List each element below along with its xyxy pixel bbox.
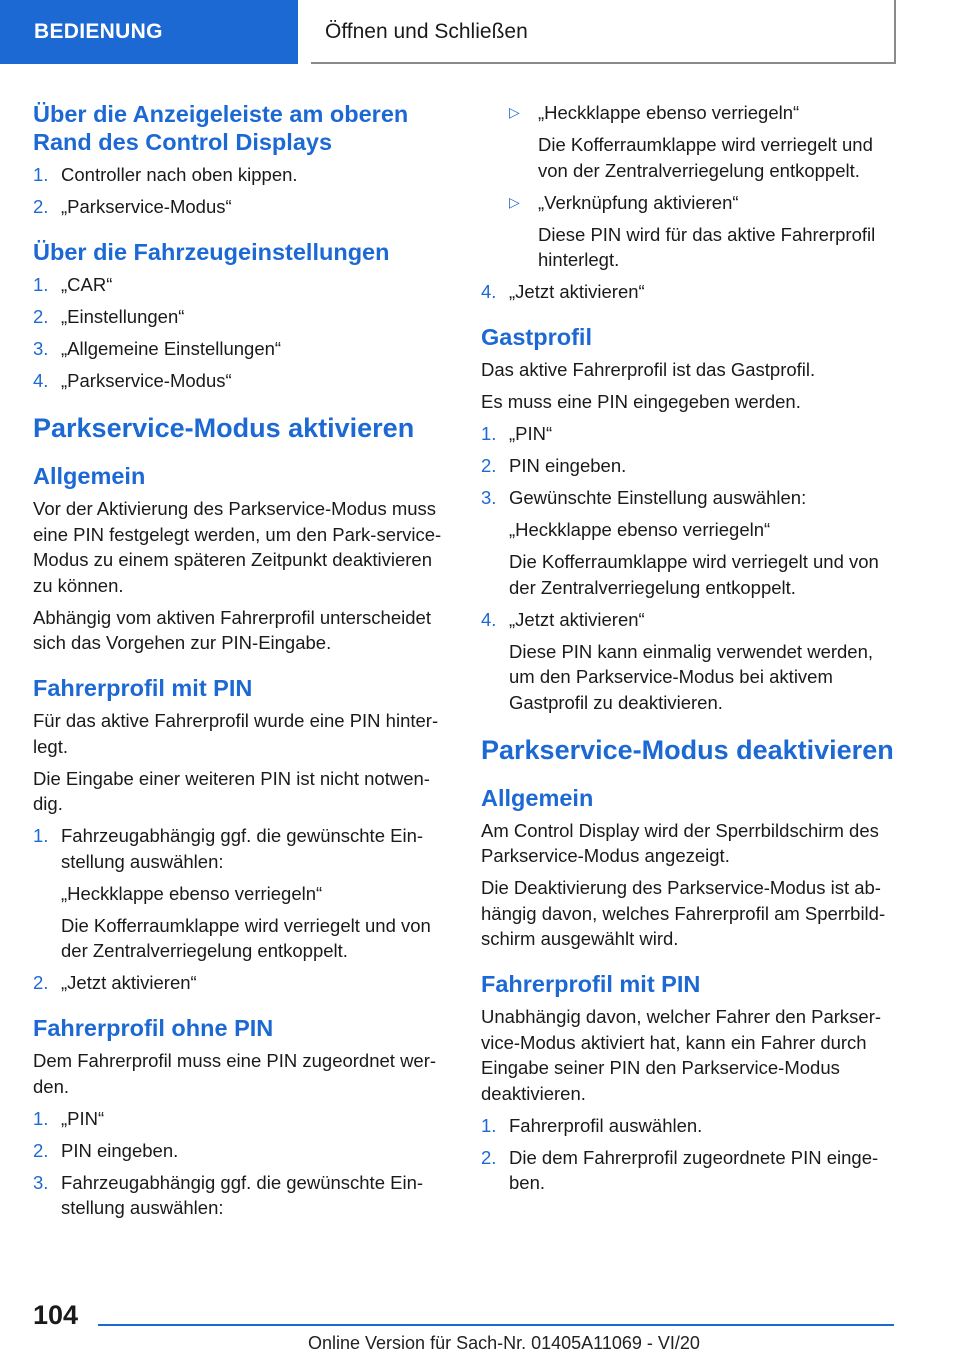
heading-parkservice-deaktivieren: Parkservice-Modus deaktivieren	[481, 734, 894, 765]
list-item: 1. Fahrerprofil auswählen.	[481, 1114, 703, 1136]
paragraph: Die Deaktivierung des Parkservice-Modus ist ab-hängig davon, welches Fahrerprofil am Sperrbild-schirm ausgewählt wird.	[481, 877, 886, 949]
list-item: 1. Controller nach oben kippen.	[33, 164, 298, 185]
triangle-bullet-icon: ▷	[509, 104, 520, 120]
footer-text: Online Version für Sach-Nr. 01405A11069 - VI/20	[308, 1333, 700, 1353]
chapter-title: Öffnen und Schließen	[311, 0, 896, 64]
heading-fahrzeugeinstellungen: Über die Fahrzeugeinstellungen	[33, 239, 390, 265]
footer-divider	[98, 1324, 894, 1326]
list-item: 1. „CAR“	[33, 274, 113, 295]
heading-gastprofil: Gastprofil	[481, 324, 592, 350]
list-item: 2. „Parkservice-Modus“	[33, 196, 232, 217]
heading-parkservice-aktivieren: Parkservice-Modus aktivieren	[33, 413, 415, 443]
heading-fahrerprofil-ohne-pin: Fahrerprofil ohne PIN	[33, 1015, 274, 1041]
page-number: 104	[33, 1300, 79, 1330]
paragraph: Am Control Display wird der Sperrbildschirm des Parkservice-Modus angezeigt.	[481, 819, 879, 866]
option-item: ▷ „Heckklappe ebenso verriegeln“	[481, 100, 899, 126]
list-item: 1. Fahrzeugabhängig ggf. die gewünschte Ein-stellung auswählen:	[33, 825, 424, 872]
paragraph: Das aktive Fahrerprofil ist das Gastprofil.	[481, 359, 816, 380]
list-item: 4. „Jetzt aktivieren“	[481, 281, 645, 302]
list-subitem: „Heckklappe ebenso verriegeln“	[509, 519, 771, 540]
list-subitem: „Heckklappe ebenso verriegeln“	[61, 882, 323, 904]
paragraph: Vor der Aktivierung des Parkservice-Modus muss eine PIN festgelegt werden, um den Park-service-Modus zu einem späteren Zeitpunkt deaktivieren zu können.	[33, 498, 442, 596]
option-description: Diese PIN wird für das aktive Fahrerprofil hinterlegt.	[538, 223, 876, 270]
list-item: 2. „Einstellungen“	[33, 306, 185, 327]
left-column	[33, 100, 451, 1227]
paragraph: Unabhängig davon, welcher Fahrer den Parkser-vice-Modus aktiviert hat, kann ein Fahrer durch Eingabe seiner PIN den Parkservice-Modus deaktivieren.	[481, 1006, 882, 1104]
heading-fahrerprofil-mit-pin: Fahrerprofil mit PIN	[33, 675, 253, 701]
paragraph: Es muss eine PIN eingegeben werden.	[481, 391, 801, 412]
option-description: Die Kofferraumklappe wird verriegelt und von der Zentralverriegelung entkoppelt.	[538, 134, 873, 181]
paragraph: Abhängig vom aktiven Fahrerprofil unterscheidet sich das Vorgehen zur PIN-Eingabe.	[33, 606, 431, 653]
list-item: 3. „Allgemeine Einstellungen“	[33, 338, 282, 359]
paragraph: Für das aktive Fahrerprofil wurde eine PIN hinter-legt.	[33, 710, 439, 757]
list-item: 3. Gewünschte Einstellung auswählen:	[481, 487, 807, 508]
heading-anzeigeleiste: Über die Anzeigeleiste am oberen Rand des Control Displays	[33, 101, 409, 155]
heading-fahrerprofil-mit-pin: Fahrerprofil mit PIN	[481, 971, 701, 997]
paragraph: Die Eingabe einer weiteren PIN ist nicht notwen-dig.	[33, 767, 430, 814]
list-subitem: Diese PIN kann einmalig verwendet werden, um den Parkservice-Modus bei aktivem Gastprofil zu deaktivieren.	[509, 640, 874, 713]
right-column	[481, 100, 899, 1202]
list-item: 2. „Jetzt aktivieren“	[33, 972, 197, 993]
paragraph: Dem Fahrerprofil muss eine PIN zugeordnet wer-den.	[33, 1050, 437, 1097]
heading-allgemein: Allgemein	[33, 463, 146, 489]
list-item: 4. „Jetzt aktivieren“	[481, 608, 645, 630]
list-item: 4. „Parkservice-Modus“	[33, 370, 232, 391]
list-subitem: Die Kofferraumklappe wird verriegelt und von der Zentralverriegelung entkoppelt.	[61, 914, 431, 961]
list-item: 2. Die dem Fahrerprofil zugeordnete PIN einge-ben.	[481, 1146, 879, 1193]
triangle-bullet-icon: ▷	[509, 193, 520, 210]
list-subitem: Die Kofferraumklappe wird verriegelt und von der Zentralverriegelung entkoppelt.	[509, 551, 879, 598]
list-item: 1. „PIN“	[33, 1107, 105, 1129]
option-item: ▷ „Verknüpfung aktivieren“	[481, 190, 899, 216]
heading-allgemein: Allgemein	[481, 784, 594, 811]
list-item: 3. Fahrzeugabhängig ggf. die gewünschte Ein-stellung auswählen:	[33, 1171, 424, 1218]
list-item: 2. PIN eingeben.	[481, 455, 627, 476]
list-item: 1. „PIN“	[481, 423, 553, 444]
section-tab: BEDIENUNG	[0, 0, 298, 64]
list-item: 2. PIN eingeben.	[33, 1139, 179, 1161]
